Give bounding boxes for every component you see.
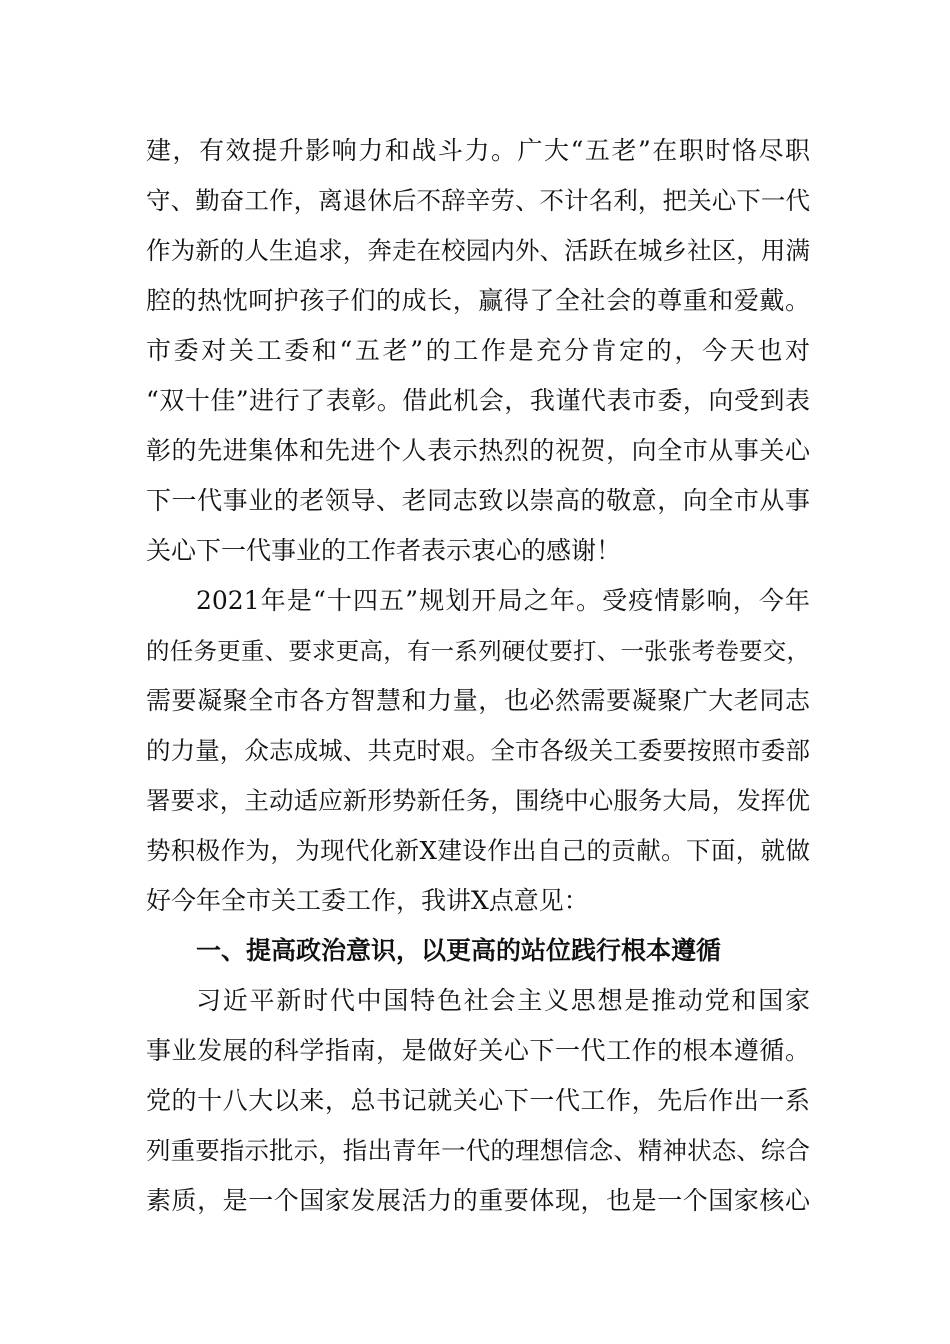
paragraph-2-line-3: 需要凝聚全市各方智慧和力量，也必然需要凝聚广大老同志 bbox=[146, 686, 810, 715]
paragraph-3-line-5: 素质，是一个国家发展活力的重要体现，也是一个国家核心 bbox=[146, 1186, 810, 1215]
paragraph-3-line-3: 党的十八大以来，总书记就关心下一代工作，先后作出一系 bbox=[146, 1086, 810, 1115]
section-heading: 一、提高政治意识，以更高的站位践行根本遵循 bbox=[196, 936, 722, 965]
paragraph-1-line-6: “双十佳”进行了表彰。借此机会，我谨代表市委，向受到表 bbox=[146, 386, 810, 415]
paragraph-3-line-1: 习近平新时代中国特色社会主义思想是推动党和国家 bbox=[196, 986, 810, 1015]
paragraph-1-line-3: 作为新的人生追求，奔走在校园内外、活跃在城乡社区，用满 bbox=[146, 236, 810, 265]
paragraph-2-line-2: 的任务更重、要求更高，有一系列硬仗要打、一张张考卷要交， bbox=[146, 637, 810, 665]
paragraph-3-line-2: 事业发展的科学指南，是做好关心下一代工作的根本遵循。 bbox=[146, 1036, 810, 1065]
paragraph-2-line-6: 势积极作为，为现代化新X建设作出自己的贡献。下面，就做 bbox=[146, 836, 810, 865]
paragraph-2-line-5: 署要求，主动适应新形势新任务，围绕中心服务大局，发挥优 bbox=[146, 786, 810, 815]
paragraph-1-line-9: 关心下一代事业的工作者表示衷心的感谢！ bbox=[146, 536, 622, 565]
paragraph-1-line-2: 守、勤奋工作，离退休后不辞辛劳、不计名利，把关心下一代 bbox=[146, 186, 810, 215]
paragraph-2-line-4: 的力量，众志成城、共克时艰。全市各级关工委要按照市委部 bbox=[146, 736, 810, 765]
paragraph-1-line-8: 下一代事业的老领导、老同志致以崇高的敬意，向全市从事 bbox=[146, 486, 810, 515]
paragraph-3-line-4: 列重要指示批示，指出青年一代的理想信念、精神状态、综合 bbox=[146, 1136, 810, 1165]
paragraph-2-line-1: 2021年是“十四五”规划开局之年。受疫情影响，今年 bbox=[196, 586, 810, 615]
paragraph-1-line-4: 腔的热忱呵护孩子们的成长，赢得了全社会的尊重和爱戴。 bbox=[146, 286, 810, 315]
paragraph-1-line-7: 彰的先进集体和先进个人表示热烈的祝贺，向全市从事关心 bbox=[146, 436, 810, 465]
paragraph-2-line-7: 好今年全市关工委工作，我讲X点意见： bbox=[146, 886, 589, 915]
paragraph-1-line-1: 建，有效提升影响力和战斗力。广大“五老”在职时恪尽职 bbox=[146, 136, 810, 165]
paragraph-1-line-5: 市委对关工委和“五老”的工作是充分肯定的，今天也对 bbox=[146, 336, 810, 365]
